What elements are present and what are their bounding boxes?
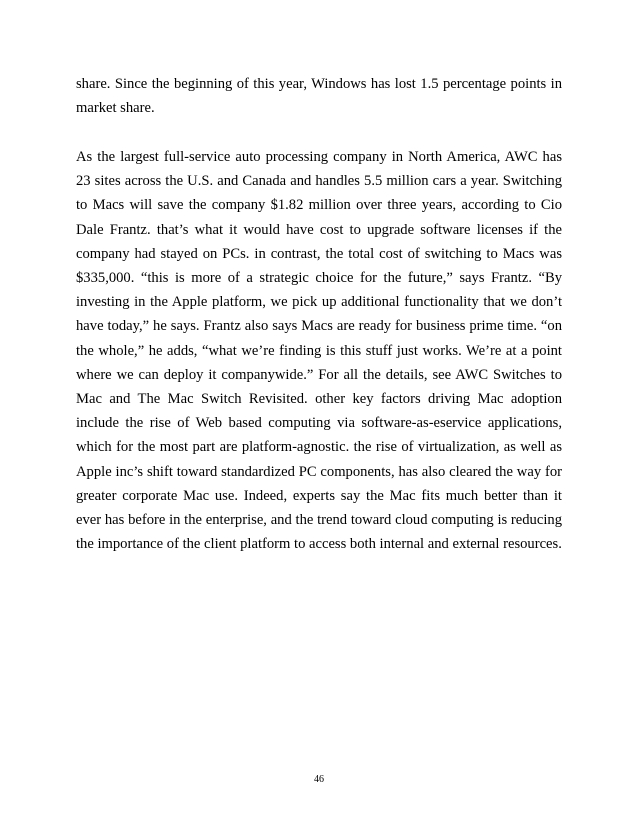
page-number: 46 bbox=[314, 774, 324, 785]
paragraph-market-share: share. Since the beginning of this year, Windows has lost 1.5 percentage points in market share. bbox=[76, 76, 562, 117]
paragraph-awc-switching-to-macs: As the largest full-service auto processing company in North America, AWC has 23 sites across the U.S. and Canada and handles 5.5 million cars a year. Switching to Macs will save the company $1.82 million over three years, according to Cio Dale Frantz. that’s what it would have cost to upgrade software licenses if the company had stayed on PCs. in contrast, the total cost of switching to Macs was $335,000. “this is more of a strategic choice for the future,” says Frantz. “By investing in the Apple platform, we pick up additional functionality that we don’t have today,” he says. Frantz also says Macs are ready for business prime time. “on the whole,” he adds, “what we’re finding is this stuff just works. We’re at a point where we can deploy it companywide.” For all the details, see AWC Switches to Mac and The Mac Switch Revisited. other key factors driving Mac adoption include the rise of Web based computing via software-as-eservice applications, which for the most part are platform-agnostic. the rise of virtualization, as well as Apple inc’s shift toward standardized PC components, has also cleared the way for greater corporate Mac use. Indeed, experts say the Mac fits much better than it ever has before in the enterprise, and the trend toward cloud computing is reducing the importance of the client platform to access both internal and external resources. bbox=[76, 149, 562, 553]
